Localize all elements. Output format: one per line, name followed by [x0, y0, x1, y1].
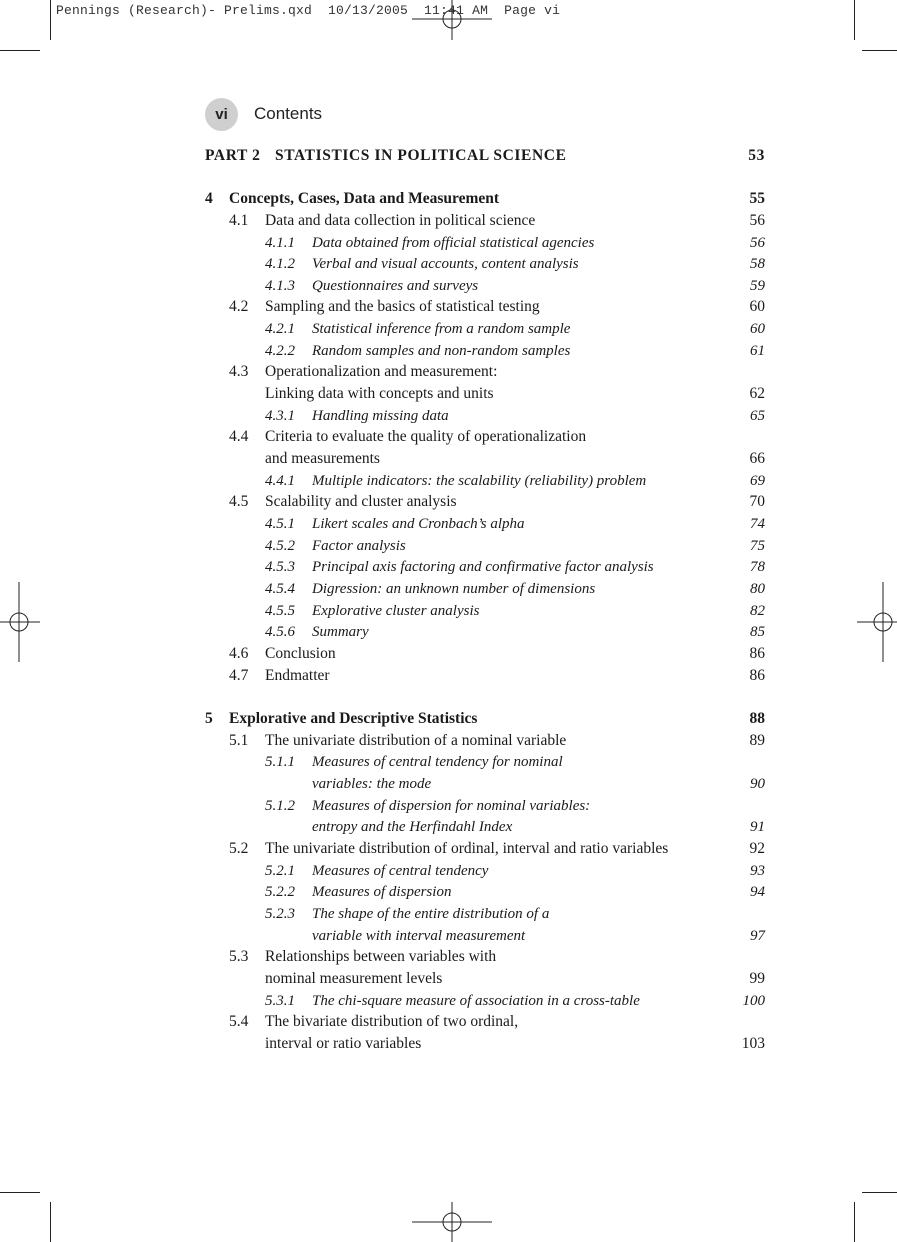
toc-entry-page: 94 [750, 884, 765, 900]
toc-entry-page: 65 [750, 408, 765, 424]
toc-entry [205, 383, 765, 405]
toc-entry [205, 838, 765, 860]
toc-entry [205, 990, 765, 1012]
toc-entry [205, 318, 765, 340]
toc-entry-page: 66 [749, 450, 765, 467]
toc-entry-title: interval or ratio variables [265, 1035, 422, 1052]
toc-entry-number: 4.4 [229, 428, 249, 445]
crop-mark-top-left-horizontal [0, 50, 40, 51]
toc-entry-page: 61 [750, 343, 765, 359]
toc-entry-title: nominal measurement levels [265, 970, 443, 987]
toc-entry-title: Random samples and non-random samples [312, 343, 571, 359]
toc-entry [205, 816, 765, 838]
toc-entry-page: 93 [750, 863, 765, 879]
toc-entry-title: Scalability and cluster analysis [265, 493, 457, 510]
toc-entry [205, 470, 765, 492]
toc-entry-title: Relationships between variables with [265, 948, 497, 965]
toc-entry-title: entropy and the Herfindahl Index [312, 819, 513, 835]
toc-entry-title: Conclusion [265, 645, 336, 662]
toc-entry-page: 90 [750, 776, 765, 792]
page-number-badge: vi [205, 98, 238, 131]
toc-entry-number: 5.1.1 [265, 754, 295, 770]
toc-entry-title: Statistical inference from a random sample [312, 321, 571, 337]
toc-entry [205, 491, 765, 513]
toc-entry-page: 56 [749, 212, 765, 229]
toc-entry-title: Measures of central tendency [312, 863, 489, 879]
toc-entry [205, 448, 765, 470]
toc-entry-title: Verbal and visual accounts, content analysis [312, 256, 579, 272]
toc-entry-number: 5.1.2 [265, 798, 295, 814]
crop-mark-bottom-right-horizontal [862, 1192, 897, 1193]
toc-entry-page: 97 [750, 928, 765, 944]
toc-entry-page: 74 [750, 516, 765, 532]
toc-entry-title: Measures of central tendency for nominal [312, 754, 563, 770]
toc-entry-page: 60 [750, 321, 765, 337]
toc-entry [205, 210, 765, 232]
toc-entry-number: 4.1.2 [265, 256, 295, 272]
toc-entry-page: 88 [749, 710, 765, 727]
toc-entry-number: 4.5.1 [265, 516, 295, 532]
toc-entry [205, 361, 765, 383]
toc-entry-title: The univariate distribution of ordinal, interval and ratio variables [265, 840, 669, 857]
toc-entry-title: STATISTICS IN POLITICAL SCIENCE [275, 147, 567, 164]
toc-entry-title: and measurements [265, 450, 380, 467]
toc-entry-page: 58 [750, 256, 765, 272]
toc-entry-page: 91 [750, 819, 765, 835]
toc-entry-page: 82 [750, 603, 765, 619]
toc-entry-number: 5.4 [229, 1013, 249, 1030]
toc-entry [205, 340, 765, 362]
toc-entry [205, 600, 765, 622]
toc-entry-page: 89 [749, 732, 765, 749]
toc-entry-title: Explorative cluster analysis [312, 603, 480, 619]
crop-mark-top-right-vertical [854, 0, 855, 40]
toc-entry-page: 53 [748, 147, 765, 164]
running-head-title: Contents [254, 104, 323, 123]
toc-entry-page: 78 [750, 559, 765, 575]
toc-entry-title: The univariate distribution of a nominal variable [265, 732, 567, 749]
registration-mark-bottom [412, 1202, 492, 1242]
toc-entry [205, 426, 765, 448]
toc-entry-number: 5.2.1 [265, 863, 295, 879]
toc-entry-number: 4.3 [229, 363, 249, 380]
toc-entry [205, 925, 765, 947]
toc-entry-page: 80 [750, 581, 765, 597]
toc-entry-number: 5 [205, 710, 213, 727]
toc-entry [205, 730, 765, 752]
toc-entry-number: 4.3.1 [265, 408, 295, 424]
toc-entry [205, 405, 765, 427]
file-slug-line: Pennings (Research)- Prelims.qxd 10/13/2005 11:41 AM Page vi [56, 3, 561, 18]
toc-entry-title: The chi-square measure of association in a cross-table [312, 993, 640, 1009]
crop-mark-top-right-horizontal [862, 50, 897, 51]
toc-entry-title: Sampling and the basics of statistical testing [265, 298, 540, 315]
toc-entry-number: 5.2.3 [265, 906, 295, 922]
toc-entry-number: 4.2 [229, 298, 249, 315]
toc-entry-title: variable with interval measurement [312, 928, 526, 944]
toc-entry [205, 578, 765, 600]
toc-entry-page: 86 [749, 645, 765, 662]
toc-entry-number: 5.3 [229, 948, 249, 965]
toc-entry [205, 535, 765, 557]
toc-entry-title: Factor analysis [312, 538, 406, 554]
toc-entry-number: 5.1 [229, 732, 249, 749]
toc-entry-title: Linking data with concepts and units [265, 385, 494, 402]
toc-entry-page: 85 [750, 624, 765, 640]
toc-entry-title: Criteria to evaluate the quality of operationalization [265, 428, 587, 445]
toc-entry [205, 513, 765, 535]
toc-entry [205, 665, 765, 687]
toc-entry-title: Principal axis factoring and confirmative factor analysis [312, 559, 654, 575]
toc-entry-number: 4.5.6 [265, 624, 295, 640]
toc-entry-page: 59 [750, 278, 765, 294]
toc-entry-title: Data obtained from official statistical agencies [312, 235, 595, 251]
toc-entry-title: Multiple indicators: the scalability (reliability) problem [312, 473, 647, 489]
toc-entry-title: Summary [312, 624, 369, 640]
toc-entry-number: PART 2 [205, 147, 261, 164]
toc-entry-number: 4.5.2 [265, 538, 295, 554]
toc-entry-page: 60 [749, 298, 765, 315]
toc-entry-page: 75 [750, 538, 765, 554]
toc-entry-title: The shape of the entire distribution of a [312, 906, 550, 922]
toc-entry [205, 188, 765, 210]
crop-mark-bottom-right-vertical [854, 1202, 855, 1242]
toc-entry-number: 4.2.2 [265, 343, 295, 359]
toc-entry-page: 69 [750, 473, 765, 489]
toc-entry-number: 4 [205, 190, 213, 207]
toc-entry-page: 86 [749, 667, 765, 684]
toc-entry-title: Measures of dispersion [312, 884, 452, 900]
toc-entry [205, 946, 765, 968]
toc-entry-page: 56 [750, 235, 765, 251]
toc-entry-number: 4.5.4 [265, 581, 295, 597]
toc-entry-number: 4.1.3 [265, 278, 295, 294]
crop-mark-bottom-left-vertical [50, 1202, 51, 1242]
toc-entry-number: 5.3.1 [265, 993, 295, 1009]
toc-entry-number: 4.4.1 [265, 473, 295, 489]
toc-entry-number: 4.1 [229, 212, 249, 229]
toc-entry-number: 5.2 [229, 840, 249, 857]
toc-entry-title: Concepts, Cases, Data and Measurement [229, 190, 500, 207]
toc-entry-number: 4.5.3 [265, 559, 295, 575]
toc-entry-number: 4.1.1 [265, 235, 295, 251]
toc-entry [205, 773, 765, 795]
toc-entry [205, 275, 765, 297]
toc-entry [205, 556, 765, 578]
toc-entry-title: Endmatter [265, 667, 330, 684]
toc-entry-title: Digression: an unknown number of dimensions [312, 581, 596, 597]
toc-entry-number: 4.6 [229, 645, 249, 662]
toc-entry [205, 751, 765, 773]
toc-entry-number: 4.2.1 [265, 321, 295, 337]
crop-mark-bottom-left-horizontal [0, 1192, 40, 1193]
toc-entry-title: Questionnaires and surveys [312, 278, 479, 294]
toc-entry [205, 253, 765, 275]
toc-entry-page: 92 [749, 840, 765, 857]
toc-entry-number: 5.2.2 [265, 884, 295, 900]
toc-entry [205, 708, 765, 730]
toc-entry-title: Data and data collection in political science [265, 212, 536, 229]
toc-entry [205, 643, 765, 665]
toc-entry [205, 795, 765, 817]
registration-mark-top [412, 0, 492, 40]
toc-entry [205, 1011, 765, 1033]
toc-entry-page: 55 [749, 190, 765, 207]
toc-entry-title: variables: the mode [312, 776, 432, 792]
toc-entry [205, 296, 765, 318]
registration-mark-right [857, 582, 897, 662]
toc-entry-page: 103 [741, 1035, 765, 1052]
crop-mark-top-left-vertical [50, 0, 51, 40]
toc-entry-number: 4.5 [229, 493, 249, 510]
toc-entry [205, 968, 765, 990]
toc-entry-number: 4.7 [229, 667, 249, 684]
toc-entry-page: 62 [749, 385, 765, 402]
toc-entry [205, 881, 765, 903]
toc-entry-page: 100 [742, 993, 765, 1009]
toc-entry-title: Explorative and Descriptive Statistics [229, 710, 478, 727]
toc-entry-title: The bivariate distribution of two ordinal, [265, 1013, 519, 1030]
toc-entry [205, 232, 765, 254]
toc-entry [205, 145, 765, 167]
registration-mark-left [0, 582, 40, 662]
toc-entry-title: Likert scales and Cronbach’s alpha [312, 516, 525, 532]
toc-entry [205, 1033, 765, 1055]
toc-entry-page: 70 [749, 493, 765, 510]
toc-entry [205, 903, 765, 925]
toc-entry [205, 860, 765, 882]
toc-entry-number: 4.5.5 [265, 603, 295, 619]
toc-entry-title: Handling missing data [312, 408, 449, 424]
toc-entry [205, 621, 765, 643]
toc-entry-title: Measures of dispersion for nominal variables: [312, 798, 591, 814]
toc-entry-page: 99 [749, 970, 765, 987]
toc-entry-title: Operationalization and measurement: [265, 363, 498, 380]
